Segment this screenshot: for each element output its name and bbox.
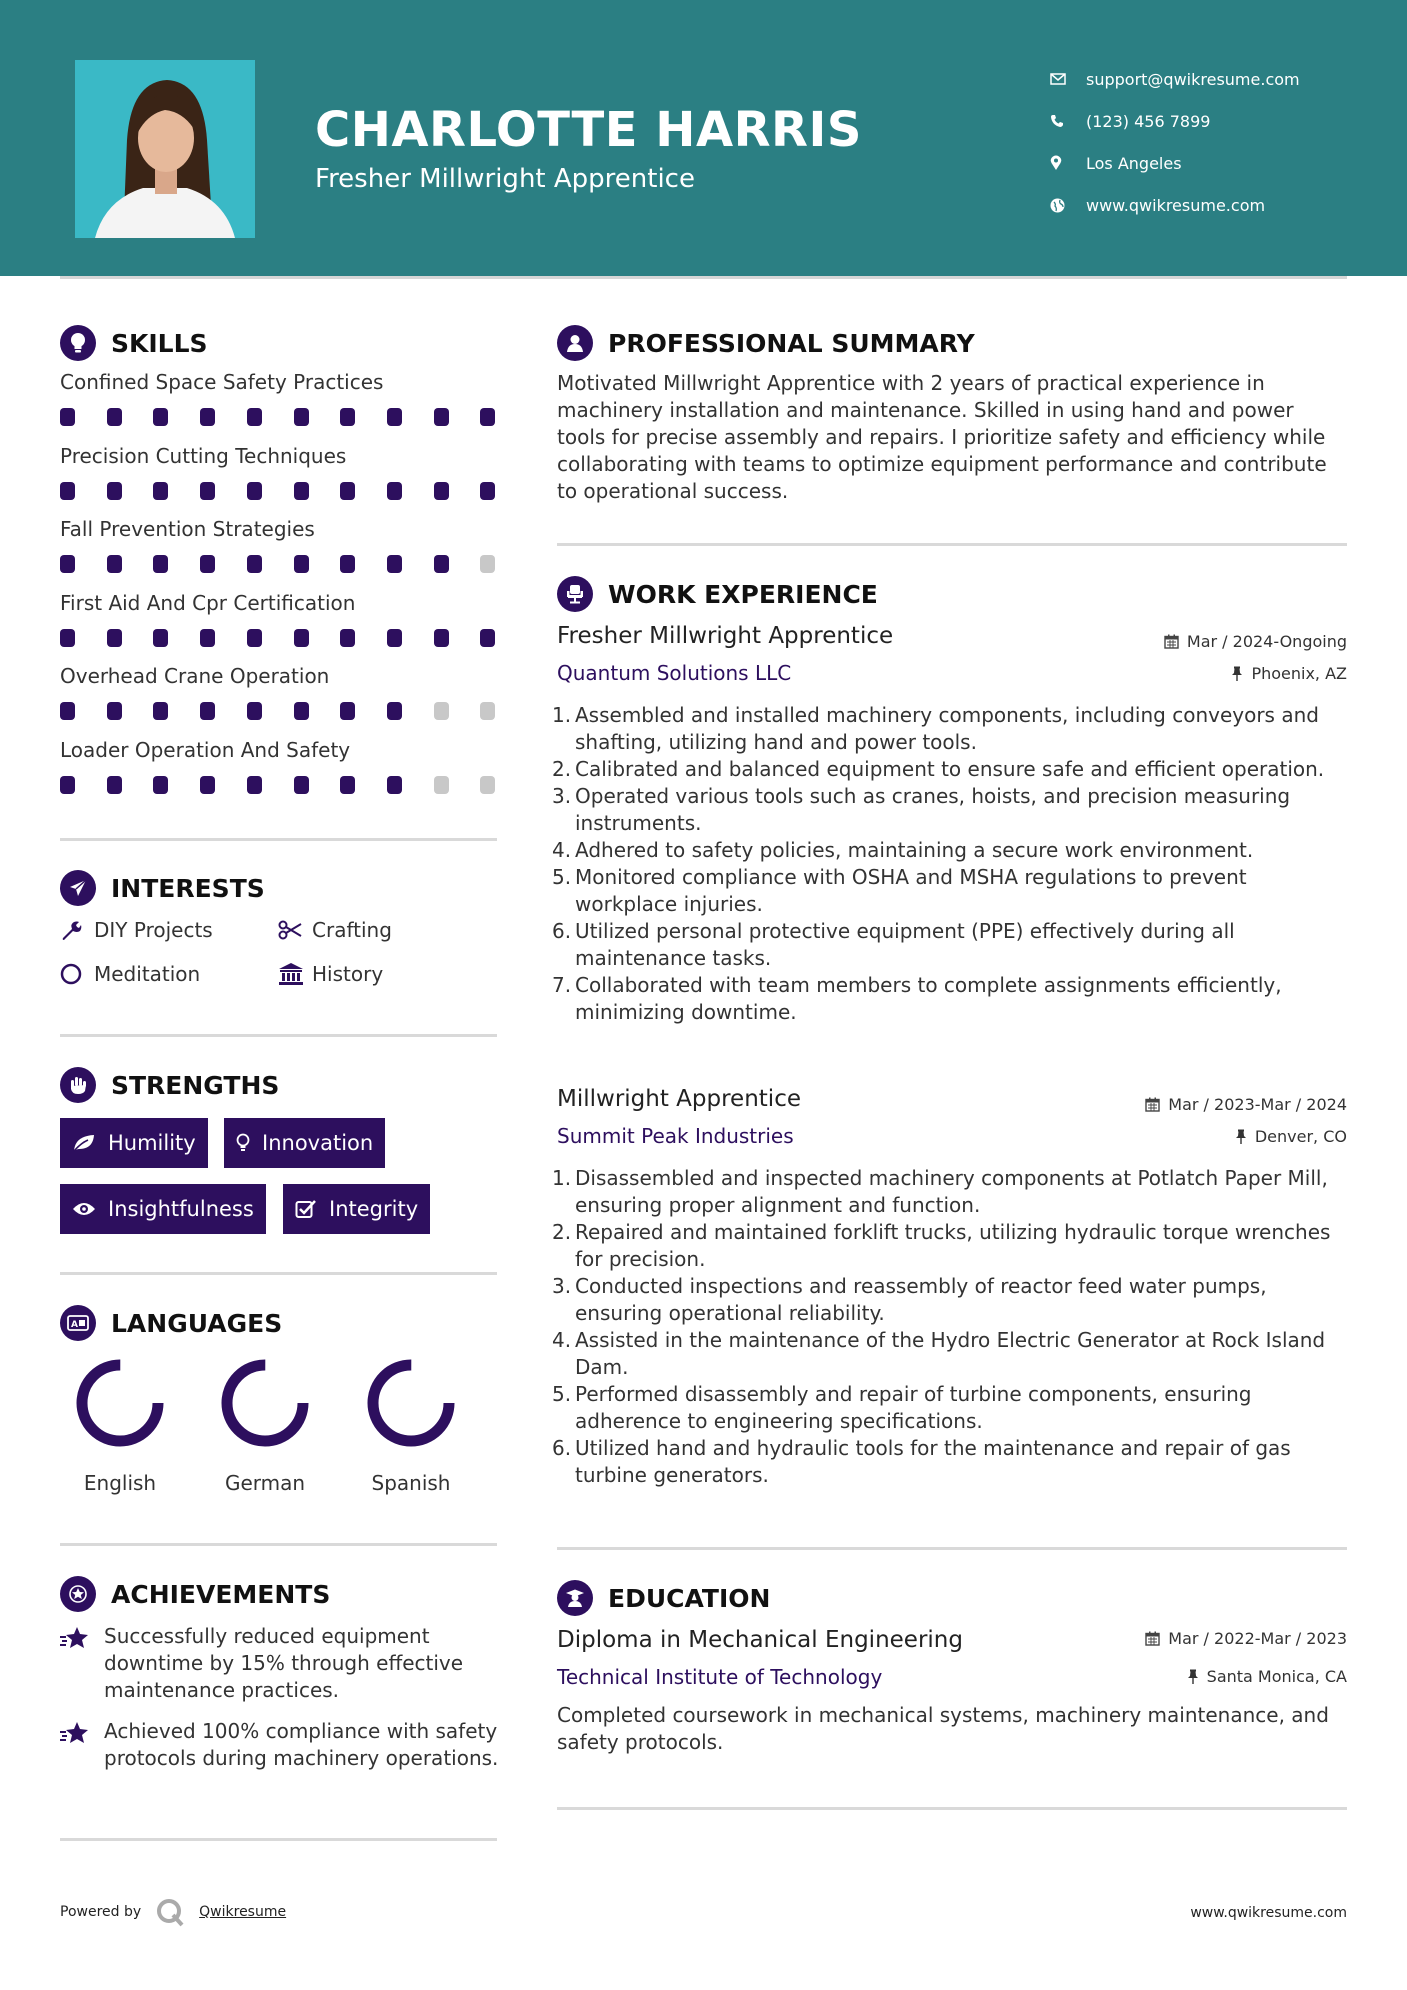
skill-dot-filled	[153, 408, 168, 426]
skill-dot-filled	[480, 408, 495, 426]
skill-dot-filled	[434, 555, 449, 573]
skill-item	[60, 591, 500, 647]
skill-level-dots	[60, 629, 500, 647]
header-divider	[60, 276, 1347, 279]
skill-dot-filled	[387, 629, 402, 647]
skill-dot-filled	[294, 408, 309, 426]
duty-number: 1.	[552, 703, 572, 727]
language-level-ring	[219, 1357, 311, 1449]
school-name: Technical Institute of Technology	[557, 1665, 883, 1689]
duty-item	[552, 918, 1347, 972]
skill-dot-filled	[480, 629, 495, 647]
experience-heading: WORK EXPERIENCE	[557, 576, 878, 612]
skill-dot-filled	[340, 776, 355, 794]
circle-icon	[60, 963, 94, 985]
profile-photo	[75, 60, 255, 238]
globe-icon	[1050, 198, 1086, 213]
footer-powered-by: Powered by Qwikresume	[60, 1897, 286, 1927]
duty-number: 5.	[552, 865, 572, 889]
user-icon	[557, 325, 593, 361]
duty-number: 3.	[552, 784, 572, 808]
skill-dot-filled	[153, 776, 168, 794]
skill-name: Loader Operation And Safety	[60, 737, 351, 762]
education-description: Completed coursework in mechanical systems, machinery maintenance, and safety protocols.	[557, 1703, 1329, 1754]
duty-text: Monitored compliance with OSHA and MSHA regulations to prevent workplace injuries.	[575, 865, 1247, 916]
skill-dot-empty	[434, 702, 449, 720]
duty-text: Assisted in the maintenance of the Hydro Electric Generator at Rock Island Dam.	[575, 1328, 1326, 1379]
qwikresume-logo-icon	[155, 1897, 185, 1927]
duty-number: 7.	[552, 973, 572, 997]
award-star-icon	[60, 1718, 104, 1772]
duty-text: Utilized personal protective equipment (PPE) effectively during all maintenance tasks.	[575, 919, 1235, 970]
duty-item	[552, 1273, 1347, 1327]
interest-item: Meditation	[60, 962, 200, 986]
achievements-heading: ACHIEVEMENTS	[60, 1576, 330, 1612]
graduate-icon	[557, 1580, 593, 1616]
job-duties-list	[552, 702, 1347, 1026]
interest-item: Crafting	[278, 918, 392, 942]
duty-text: Utilized hand and hydraulic tools for the maintenance and repair of gas turbine generators.	[575, 1436, 1291, 1487]
wrench-icon	[60, 919, 94, 941]
language-card-icon	[60, 1305, 96, 1341]
skill-level-dots	[60, 702, 500, 720]
skill-dot-filled	[247, 555, 262, 573]
contact-location	[1050, 142, 1380, 184]
skill-name: Fall Prevention Strategies	[60, 517, 315, 541]
institution-icon	[278, 962, 312, 986]
office-chair-icon	[557, 576, 593, 612]
language-level-arc	[373, 1365, 449, 1441]
language-level-ring	[365, 1357, 457, 1449]
achievement-item: Successfully reduced equipment downtime by 15% through effective maintenance practices.	[60, 1623, 500, 1704]
language-item	[50, 1357, 190, 1495]
education-heading: EDUCATION	[557, 1580, 770, 1616]
education-divider	[557, 1807, 1347, 1810]
candidate-title: Fresher Millwright Apprentice	[315, 164, 695, 194]
skill-name: First Aid And Cpr Certification	[60, 590, 356, 615]
contact-list	[1050, 58, 1380, 226]
language-name: Spanish	[371, 1471, 451, 1495]
skill-dot-filled	[480, 482, 495, 500]
education-dates: Mar / 2022-Mar / 2023	[1145, 1629, 1347, 1648]
duty-number: 1.	[552, 1166, 572, 1190]
duty-item	[552, 972, 1347, 1026]
skill-dot-filled	[294, 776, 309, 794]
strength-tag: Insightfulness	[60, 1184, 266, 1234]
footer-url[interactable]: www.qwikresume.com	[1190, 1905, 1347, 1921]
skill-dot-filled	[200, 482, 215, 500]
skill-dot-filled	[200, 408, 215, 426]
skills-divider	[60, 838, 497, 841]
skill-dot-filled	[153, 482, 168, 500]
envelope-icon	[1050, 73, 1086, 85]
skill-item	[60, 738, 500, 794]
language-item	[195, 1357, 335, 1495]
language-name: German	[224, 1471, 306, 1495]
skills-heading: SKILLS	[60, 325, 208, 361]
summary-text: Motivated Millwright Apprentice with 2 years of practical experience in machinery installation and maintenance. Skilled in using hand and power tools for precise assembly and repairs. I prioritize safety and efficiency while collaborating with teams to optimize equipment performance and contribute to operational success.	[557, 371, 1327, 503]
skill-dot-empty	[480, 702, 495, 720]
pushpin-icon	[1231, 666, 1243, 681]
skill-dot-filled	[434, 408, 449, 426]
duty-text: Repaired and maintained forklift trucks, utilizing hydraulic torque wrenches for precision.	[575, 1220, 1331, 1271]
skill-dot-filled	[340, 702, 355, 720]
language-level-arc	[227, 1365, 303, 1441]
skill-dot-filled	[294, 702, 309, 720]
skill-dot-filled	[294, 629, 309, 647]
interests-divider	[60, 1034, 497, 1037]
degree-title: Diploma in Mechanical Engineering	[557, 1627, 963, 1653]
candidate-name: CHARLOTTE HARRIS	[315, 102, 862, 158]
duty-text: Performed disassembly and repair of turbine components, ensuring adherence to engineering specifications.	[575, 1382, 1252, 1433]
skill-item	[60, 370, 500, 426]
company-name: Quantum Solutions LLC	[557, 661, 792, 685]
skill-dot-filled	[387, 776, 402, 794]
skill-dot-filled	[153, 555, 168, 573]
check-square-icon	[295, 1199, 317, 1219]
language-item	[341, 1357, 481, 1495]
language-name: English	[83, 1471, 157, 1495]
skill-item	[60, 444, 500, 500]
skill-dot-filled	[434, 629, 449, 647]
skill-level-dots	[60, 482, 500, 500]
duty-text: Disassembled and inspected machinery components at Potlatch Paper Mill, ensuring proper alignment and function.	[575, 1166, 1328, 1217]
star-icon	[60, 1576, 96, 1612]
skill-dot-filled	[107, 555, 122, 573]
lightbulb-icon	[236, 1133, 250, 1153]
skill-dot-filled	[60, 555, 75, 573]
skill-dot-filled	[294, 555, 309, 573]
job-dates: Mar / 2023-Mar / 2024	[1145, 1095, 1347, 1114]
skill-dot-filled	[107, 482, 122, 500]
skill-item	[60, 664, 500, 720]
skill-dot-filled	[340, 408, 355, 426]
skill-dot-filled	[340, 555, 355, 573]
skill-dot-filled	[60, 482, 75, 500]
skill-dot-filled	[107, 629, 122, 647]
skill-dot-filled	[434, 482, 449, 500]
skill-dot-filled	[200, 629, 215, 647]
map-marker-icon	[1050, 155, 1086, 171]
duty-number: 2.	[552, 1220, 572, 1244]
duty-item	[552, 702, 1347, 756]
pushpin-icon	[1187, 1669, 1199, 1684]
job-title: Millwright Apprentice	[557, 1086, 801, 1112]
skill-dot-filled	[387, 408, 402, 426]
skill-dot-filled	[153, 629, 168, 647]
duty-item	[552, 864, 1347, 918]
interest-item: History	[278, 962, 383, 986]
skill-dot-empty	[480, 776, 495, 794]
skill-dot-filled	[60, 629, 75, 647]
interests-heading: INTERESTS	[60, 870, 265, 906]
scissors-icon	[278, 920, 312, 940]
skill-name: Precision Cutting Techniques	[60, 443, 347, 468]
calendar-icon	[1164, 634, 1179, 649]
duty-text: Adhered to safety policies, maintaining a secure work environment.	[575, 838, 1254, 862]
education-location: Santa Monica, CA	[1187, 1667, 1347, 1686]
achievements-divider	[60, 1838, 497, 1841]
contact-phone[interactable]	[1050, 100, 1380, 142]
duty-item	[552, 1435, 1347, 1489]
skill-dot-filled	[387, 482, 402, 500]
website-text: www.qwikresume.com	[1086, 195, 1266, 215]
achievement-item: Achieved 100% compliance with safety protocols during machinery operations.	[60, 1718, 500, 1772]
lightbulb-icon	[60, 325, 96, 361]
contact-email[interactable]	[1050, 58, 1380, 100]
duty-number: 4.	[552, 1328, 572, 1352]
language-level-ring	[74, 1357, 166, 1449]
skill-dot-filled	[107, 408, 122, 426]
skill-name: Overhead Crane Operation	[60, 664, 330, 688]
phone-text: (123) 456 7899	[1086, 111, 1211, 131]
duty-item	[552, 1327, 1347, 1381]
resume-header	[0, 0, 1407, 276]
duty-number: 3.	[552, 1274, 572, 1298]
company-name: Summit Peak Industries	[557, 1124, 794, 1148]
skill-dot-filled	[200, 776, 215, 794]
summary-heading: PROFESSIONAL SUMMARY	[557, 325, 975, 361]
skill-dot-filled	[200, 555, 215, 573]
hand-icon	[60, 1067, 96, 1103]
skill-dot-filled	[60, 702, 75, 720]
skill-dot-empty	[480, 555, 495, 573]
job-title: Fresher Millwright Apprentice	[557, 623, 894, 649]
strength-tag: Innovation	[224, 1118, 385, 1168]
strengths-heading: STRENGTHS	[60, 1067, 279, 1103]
languages-divider	[60, 1543, 497, 1546]
skill-dot-filled	[153, 702, 168, 720]
job-dates: Mar / 2024-Ongoing	[1164, 632, 1347, 651]
duty-text: Conducted inspections and reassembly of reactor feed water pumps, ensuring operational reliability.	[575, 1274, 1267, 1325]
duty-text: Calibrated and balanced equipment to ensure safe and efficient operation.	[575, 757, 1325, 781]
skill-dot-filled	[247, 702, 262, 720]
skill-level-dots	[60, 408, 500, 426]
skill-dot-filled	[247, 408, 262, 426]
paper-plane-icon	[60, 870, 96, 906]
svg-text:A: A	[71, 1320, 78, 1330]
duty-item	[552, 837, 1347, 864]
skill-level-dots	[60, 555, 500, 573]
duty-number: 5.	[552, 1382, 572, 1406]
skill-name: Confined Space Safety Practices	[60, 370, 384, 394]
skill-dot-filled	[387, 702, 402, 720]
duty-text: Collaborated with team members to complete assignments efficiently, minimizing downtime.	[575, 973, 1282, 1024]
calendar-icon	[1145, 1097, 1160, 1112]
duty-item	[552, 783, 1347, 837]
duty-text: Operated various tools such as cranes, hoists, and precision measuring instruments.	[575, 784, 1291, 835]
skill-dot-empty	[434, 776, 449, 794]
skill-dot-filled	[60, 408, 75, 426]
duty-number: 2.	[552, 757, 572, 781]
email-text: support@qwikresume.com	[1086, 69, 1300, 89]
interest-item: DIY Projects	[60, 918, 213, 942]
job-location: Denver, CO	[1235, 1127, 1347, 1146]
job-duties-list	[552, 1165, 1347, 1489]
pushpin-icon	[1235, 1129, 1247, 1144]
language-level-arc	[82, 1365, 158, 1441]
leaf-icon	[72, 1133, 96, 1153]
strength-tag: Integrity	[283, 1184, 430, 1234]
strength-tag: Humility	[60, 1118, 208, 1168]
skill-level-dots	[60, 776, 500, 794]
skill-dot-filled	[340, 482, 355, 500]
duty-number: 6.	[552, 1436, 572, 1460]
skill-dot-filled	[107, 702, 122, 720]
experience-divider	[557, 1547, 1347, 1550]
duty-item	[552, 1381, 1347, 1435]
skill-dot-filled	[247, 482, 262, 500]
skill-dot-filled	[247, 776, 262, 794]
duty-item	[552, 756, 1347, 783]
skill-dot-filled	[107, 776, 122, 794]
duty-text: Assembled and installed machinery components, including conveyors and shafting, utilizing hand and power tools.	[575, 703, 1319, 754]
skill-dot-filled	[247, 629, 262, 647]
duty-item	[552, 1219, 1347, 1273]
calendar-icon	[1145, 1631, 1160, 1646]
skill-dot-filled	[294, 482, 309, 500]
award-star-icon	[60, 1623, 104, 1704]
eye-icon	[72, 1201, 96, 1217]
phone-icon	[1050, 114, 1086, 128]
location-text: Los Angeles	[1086, 153, 1182, 173]
job-location: Phoenix, AZ	[1231, 664, 1347, 683]
duty-item	[552, 1165, 1347, 1219]
summary-divider	[557, 543, 1347, 546]
skill-dot-filled	[340, 629, 355, 647]
duty-number: 4.	[552, 838, 572, 862]
qwikresume-link[interactable]: Qwikresume	[199, 1904, 287, 1920]
languages-heading: A LANGUAGES	[60, 1305, 282, 1341]
skill-item	[60, 517, 500, 573]
skill-dot-filled	[60, 776, 75, 794]
skill-dot-filled	[200, 702, 215, 720]
skill-dot-filled	[387, 555, 402, 573]
strengths-divider	[60, 1272, 497, 1275]
duty-number: 6.	[552, 919, 572, 943]
contact-website[interactable]	[1050, 184, 1380, 226]
